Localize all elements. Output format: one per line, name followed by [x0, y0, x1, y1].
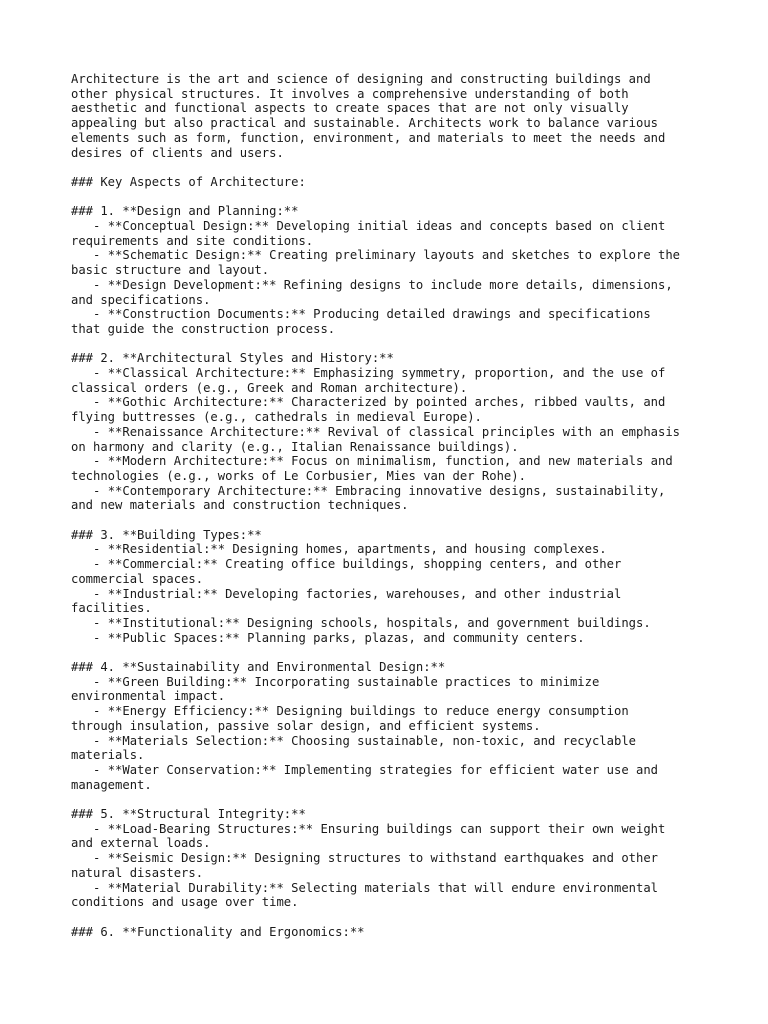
text-line: management.	[71, 777, 152, 792]
text-line: and new materials and construction techniques.	[71, 498, 409, 513]
blank-line	[71, 160, 731, 175]
text-line: - **Modern Architecture:** Focus on minimalism, function, and new materials and	[71, 454, 673, 469]
text-line: through insulation, passive solar design, and efficient systems.	[71, 718, 541, 733]
text-line: desires of clients and users.	[71, 145, 284, 160]
text-line: - **Renaissance Architecture:** Revival of classical principles with an emphasis	[71, 424, 681, 439]
text-line: aesthetic and functional aspects to create spaces that are not only visually	[71, 101, 629, 116]
text-line: basic structure and layout.	[71, 263, 270, 278]
section-heading: ### 3. **Building Types:**	[71, 527, 262, 542]
text-line: - **Design Development:** Refining designs to include more details, dimensions,	[71, 277, 673, 292]
text-line: requirements and site conditions.	[71, 233, 314, 248]
text-line: - **Load-Bearing Structures:** Ensuring buildings can support their own weight	[71, 821, 666, 836]
section-heading: ### 1. **Design and Planning:**	[71, 204, 299, 219]
text-line: flying buttresses (e.g., cathedrals in medieval Europe).	[71, 410, 482, 425]
text-line: - **Construction Documents:** Producing detailed drawings and specifications	[71, 307, 651, 322]
blank-line	[71, 513, 731, 528]
section-heading: ### Key Aspects of Architecture:	[71, 174, 306, 189]
text-line: - **Institutional:** Designing schools, hospitals, and government buildings.	[71, 615, 651, 630]
text-line: environmental impact.	[71, 689, 226, 704]
text-line: - **Green Building:** Incorporating sustainable practices to minimize	[71, 674, 600, 689]
text-line: facilities.	[71, 601, 152, 616]
text-line: classical orders (e.g., Greek and Roman architecture).	[71, 380, 468, 395]
text-line: - **Material Durability:** Selecting materials that will endure environmental	[71, 880, 659, 895]
text-line: - **Materials Selection:** Choosing sustainable, non-toxic, and recyclable	[71, 733, 636, 748]
text-line: - **Classical Architecture:** Emphasizing symmetry, proportion, and the use of	[71, 366, 666, 381]
text-line: - **Seismic Design:** Designing structures to withstand earthquakes and other	[71, 851, 659, 866]
text-line: technologies (e.g., works of Le Corbusier, Mies van der Rohe).	[71, 468, 526, 483]
text-line: - **Commercial:** Creating office buildings, shopping centers, and other	[71, 557, 622, 572]
text-line: on harmony and clarity (e.g., Italian Renaissance buildings).	[71, 439, 519, 454]
text-line: elements such as form, function, environment, and materials to meet the needs and	[71, 130, 666, 145]
text-line: Architecture is the art and science of designing and constructing buildings and	[71, 72, 651, 86]
text-line: and external loads.	[71, 836, 211, 851]
text-line: - **Contemporary Architecture:** Embracing innovative designs, sustainability,	[71, 483, 666, 498]
blank-line	[71, 190, 731, 205]
blank-line	[71, 337, 731, 352]
text-line: - **Gothic Architecture:** Characterized by pointed arches, ribbed vaults, and	[71, 395, 666, 410]
section-heading: ### 2. **Architectural Styles and History:**	[71, 351, 394, 366]
text-line: commercial spaces.	[71, 571, 204, 586]
blank-line	[71, 792, 731, 807]
section-heading: ### 5. **Structural Integrity:**	[71, 807, 306, 822]
text-line: other physical structures. It involves a comprehensive understanding of both	[71, 86, 629, 101]
text-line: appealing but also practical and sustainable. Architects work to balance various	[71, 116, 658, 131]
text-line: - **Conceptual Design:** Developing initial ideas and concepts based on client	[71, 219, 666, 233]
text-line: - **Energy Efficiency:** Designing buildings to reduce energy consumption	[71, 704, 629, 719]
text-line: conditions and usage over time.	[71, 895, 299, 910]
text-line: - **Public Spaces:** Planning parks, plazas, and community centers.	[71, 630, 585, 645]
text-line: - **Residential:** Designing homes, apartments, and housing complexes.	[71, 542, 607, 557]
text-line: that guide the construction process.	[71, 321, 336, 336]
blank-line	[71, 910, 731, 925]
text-line: - **Schematic Design:** Creating preliminary layouts and sketches to explore the	[71, 248, 681, 263]
text-line: and specifications.	[71, 292, 211, 307]
text-line: - **Industrial:** Developing factories, warehouses, and other industrial	[71, 586, 622, 601]
section-heading: ### 4. **Sustainability and Environmental Design:**	[71, 660, 446, 675]
blank-line	[71, 645, 731, 660]
text-line: natural disasters.	[71, 865, 204, 880]
section-heading: ### 6. **Functionality and Ergonomics:**	[71, 924, 365, 939]
text-line: - **Water Conservation:** Implementing strategies for efficient water use and	[71, 762, 659, 777]
text-line: materials.	[71, 748, 145, 763]
document-body	[71, 72, 731, 939]
